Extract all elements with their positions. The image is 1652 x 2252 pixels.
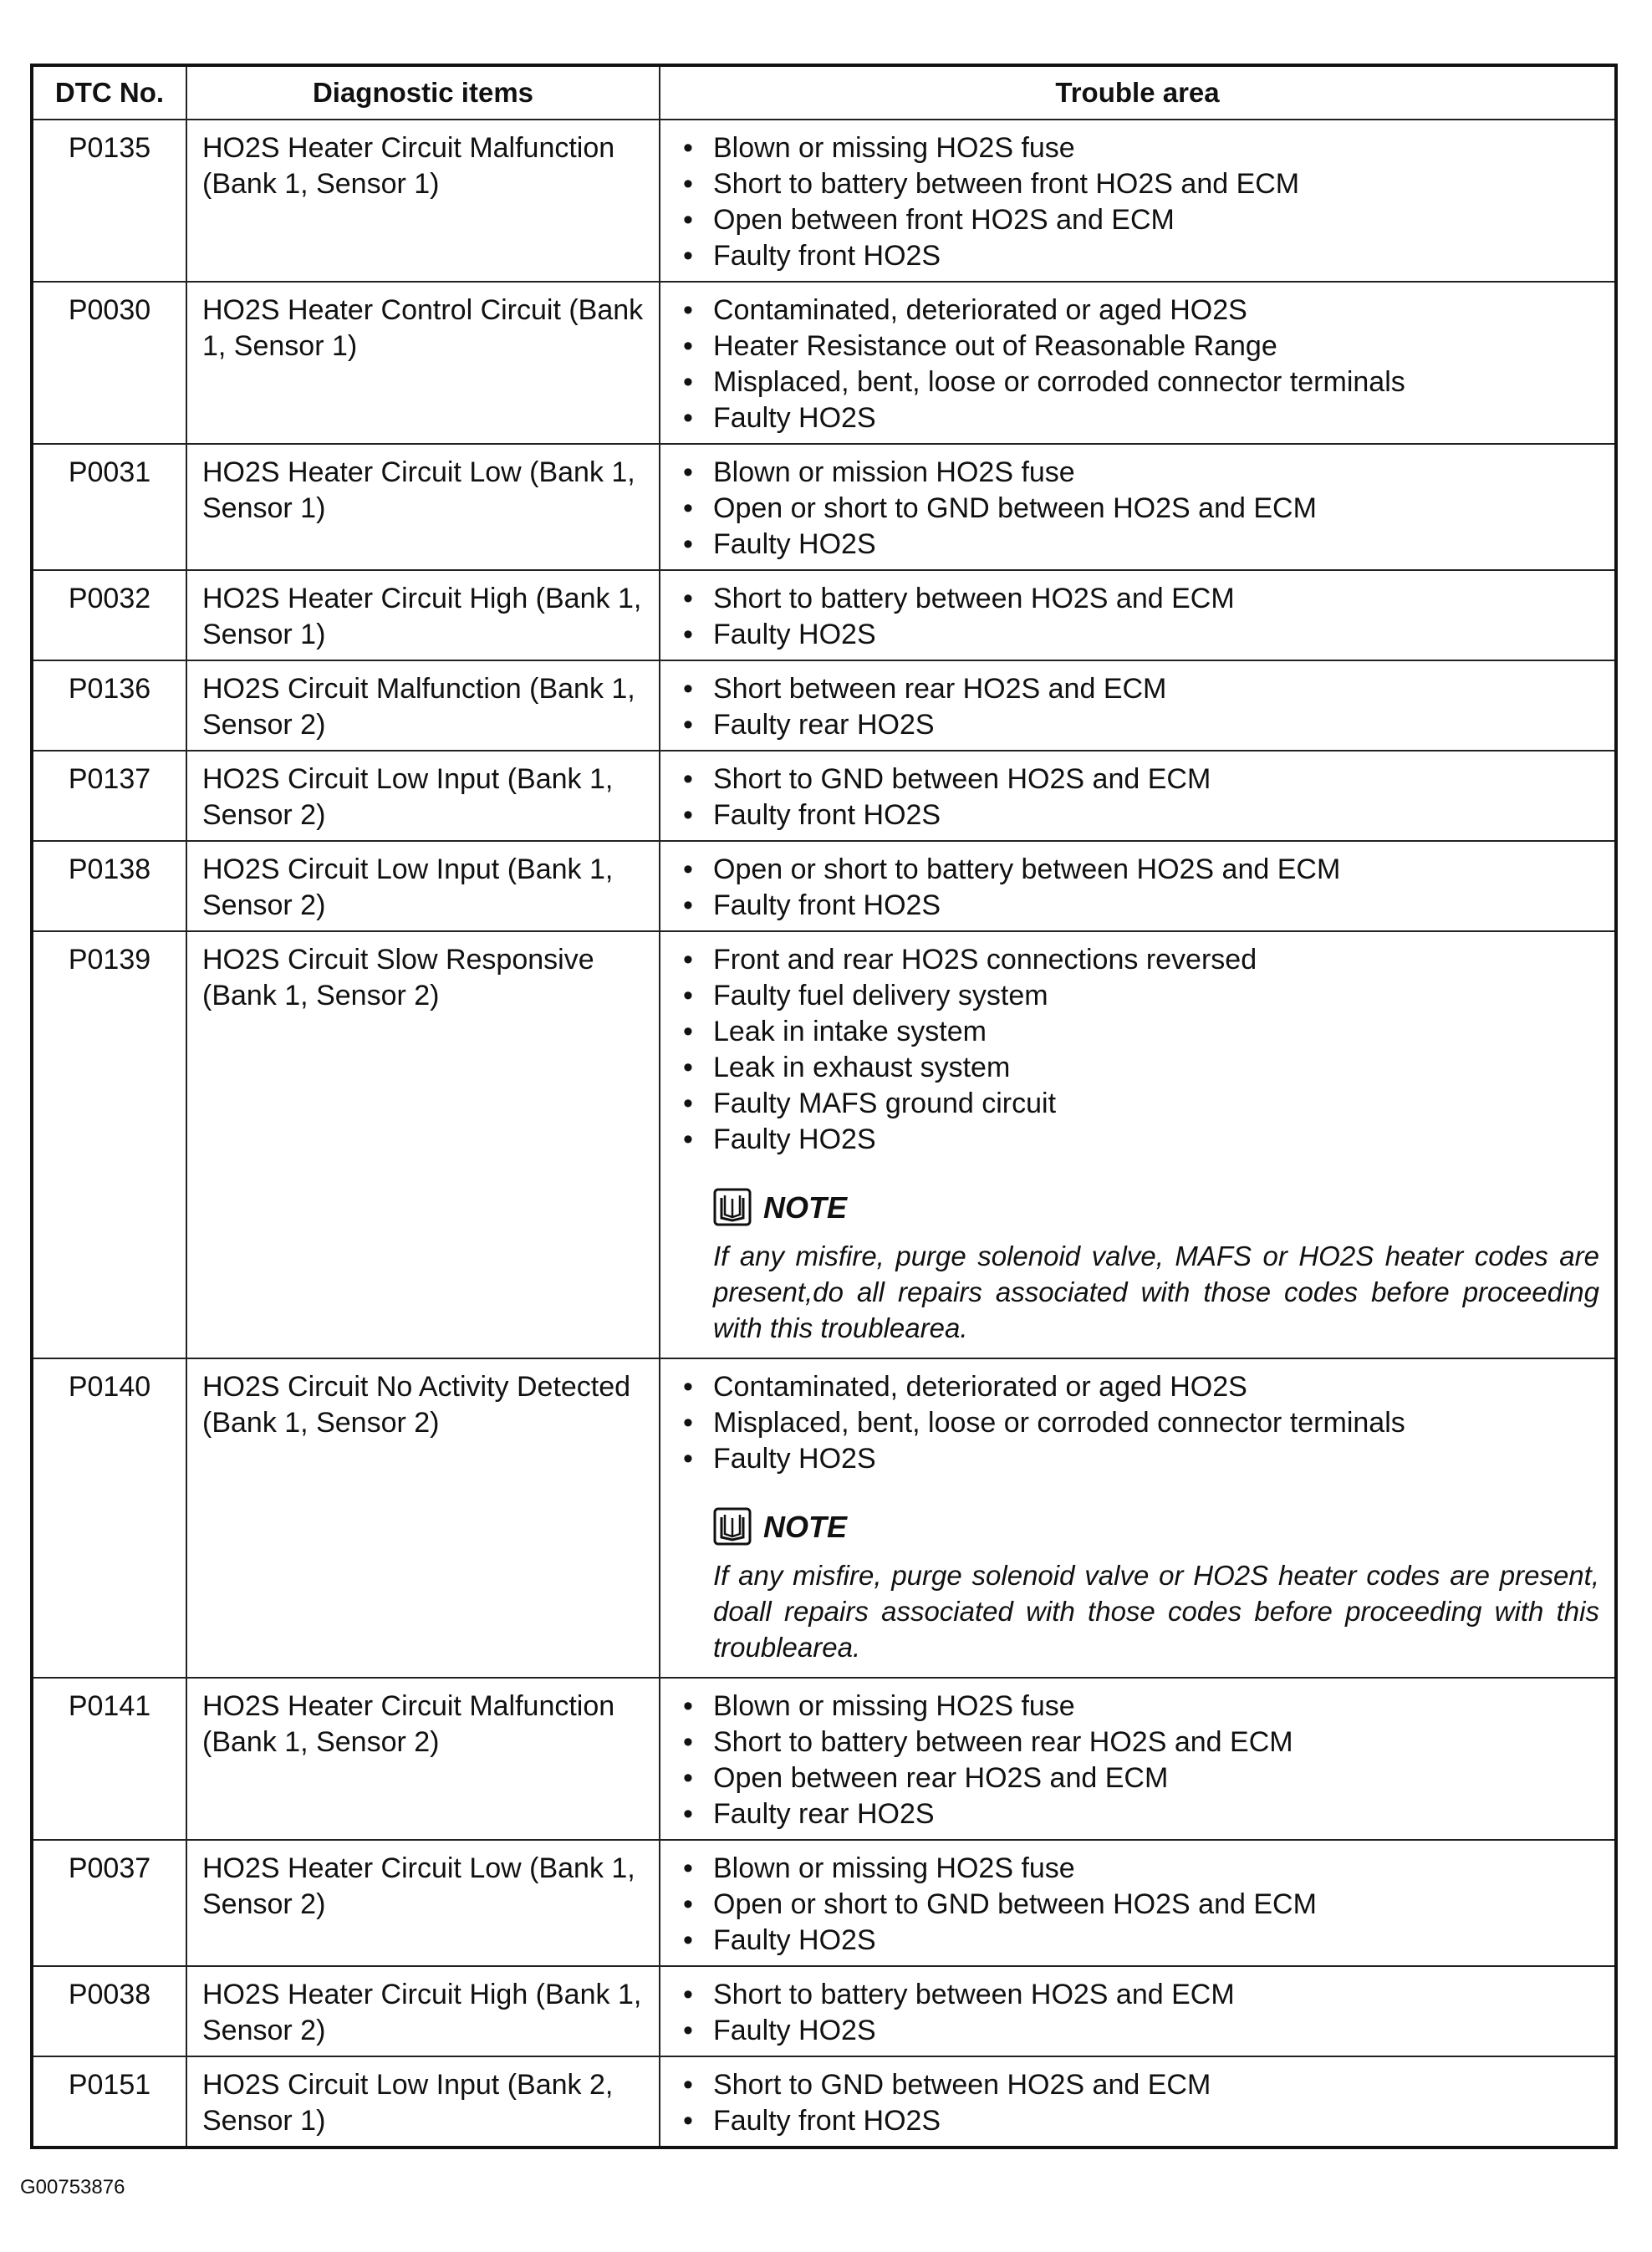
trouble-item: • Open between rear HO2S and ECM bbox=[713, 1760, 1599, 1796]
dtc-code: P0139 bbox=[32, 931, 186, 1358]
trouble-item: • Faulty HO2S bbox=[713, 2013, 1599, 2049]
dtc-code: P0031 bbox=[32, 444, 186, 570]
diagnostic-item: HO2S Heater Circuit Malfunction (Bank 1, Sensor 2) bbox=[186, 1678, 660, 1840]
trouble-item: • Misplaced, bent, loose or corroded connector terminals bbox=[713, 1405, 1599, 1441]
trouble-item: • Blown or mission HO2S fuse bbox=[713, 455, 1599, 491]
trouble-item: • Faulty HO2S bbox=[713, 527, 1599, 563]
diagnostic-item: HO2S Heater Circuit High (Bank 1, Sensor 1) bbox=[186, 570, 660, 660]
table-row bbox=[32, 2056, 1616, 2148]
trouble-item: • Leak in intake system bbox=[713, 1014, 1599, 1050]
trouble-item: • Blown or missing HO2S fuse bbox=[713, 130, 1599, 166]
trouble-list bbox=[676, 455, 1599, 563]
trouble-area bbox=[660, 1840, 1616, 1966]
trouble-area bbox=[660, 660, 1616, 751]
trouble-item: • Leak in exhaust system bbox=[713, 1050, 1599, 1086]
trouble-area bbox=[660, 120, 1616, 282]
trouble-area bbox=[660, 570, 1616, 660]
table-row bbox=[32, 931, 1616, 1358]
table-row bbox=[32, 660, 1616, 751]
trouble-item: • Misplaced, bent, loose or corroded connector terminals bbox=[713, 364, 1599, 400]
trouble-list bbox=[676, 762, 1599, 833]
trouble-item: • Front and rear HO2S connections reversed bbox=[713, 942, 1599, 978]
dtc-code: P0136 bbox=[32, 660, 186, 751]
trouble-list bbox=[676, 581, 1599, 653]
dtc-code: P0030 bbox=[32, 282, 186, 444]
trouble-list bbox=[676, 1977, 1599, 2049]
diagnostic-item: HO2S Circuit Low Input (Bank 1, Sensor 2) bbox=[186, 841, 660, 931]
dtc-code: P0032 bbox=[32, 570, 186, 660]
trouble-area bbox=[660, 444, 1616, 570]
trouble-item: • Open or short to battery between HO2S and ECM bbox=[713, 852, 1599, 888]
note-text: If any misfire, purge solenoid valve, MAFS or HO2S heater codes are present,do all repairs associated with those codes before proceeding with this troublearea. bbox=[713, 1241, 1599, 1343]
trouble-item: • Faulty MAFS ground circuit bbox=[713, 1086, 1599, 1122]
trouble-list bbox=[676, 852, 1599, 924]
trouble-area bbox=[660, 2056, 1616, 2148]
table-row bbox=[32, 1358, 1616, 1678]
trouble-list bbox=[676, 293, 1599, 436]
trouble-item: • Short to battery between HO2S and ECM bbox=[713, 581, 1599, 617]
trouble-area bbox=[660, 931, 1616, 1358]
diagnostic-item: HO2S Circuit Slow Responsive (Bank 1, Sensor 2) bbox=[186, 931, 660, 1358]
table-row bbox=[32, 1840, 1616, 1966]
trouble-list bbox=[676, 130, 1599, 274]
trouble-item: • Faulty front HO2S bbox=[713, 888, 1599, 924]
trouble-item: • Blown or missing HO2S fuse bbox=[713, 1851, 1599, 1887]
dtc-code: P0135 bbox=[32, 120, 186, 282]
header-diagnostic-items: Diagnostic items bbox=[186, 65, 660, 120]
diagnostic-item: HO2S Circuit No Activity Detected (Bank 1, Sensor 2) bbox=[186, 1358, 660, 1678]
trouble-item: • Contaminated, deteriorated or aged HO2S bbox=[713, 1369, 1599, 1405]
trouble-item: • Faulty front HO2S bbox=[713, 2103, 1599, 2139]
table-row bbox=[32, 841, 1616, 931]
note-text: If any misfire, purge solenoid valve or HO2S heater codes are present, doall repairs associated with those codes before proceeding with this troublearea. bbox=[713, 1560, 1599, 1663]
trouble-item: • Faulty front HO2S bbox=[713, 238, 1599, 274]
trouble-item: • Open or short to GND between HO2S and ECM bbox=[713, 491, 1599, 527]
book-icon bbox=[713, 1507, 752, 1546]
table-row bbox=[32, 751, 1616, 841]
diagnostic-item: HO2S Circuit Low Input (Bank 1, Sensor 2) bbox=[186, 751, 660, 841]
trouble-item: • Faulty HO2S bbox=[713, 400, 1599, 436]
trouble-item: • Open between front HO2S and ECM bbox=[713, 202, 1599, 238]
diagnostic-item: HO2S Circuit Malfunction (Bank 1, Sensor 2) bbox=[186, 660, 660, 751]
diagnostic-item: HO2S Heater Circuit Low (Bank 1, Sensor 1) bbox=[186, 444, 660, 570]
dtc-code: P0138 bbox=[32, 841, 186, 931]
diagnostic-item: HO2S Heater Circuit Malfunction (Bank 1, Sensor 1) bbox=[186, 120, 660, 282]
trouble-item: • Faulty front HO2S bbox=[713, 797, 1599, 833]
note-title: NOTE bbox=[763, 1190, 848, 1225]
trouble-area bbox=[660, 1678, 1616, 1840]
trouble-item: • Short between rear HO2S and ECM bbox=[713, 671, 1599, 707]
table-row bbox=[32, 570, 1616, 660]
trouble-list bbox=[676, 1369, 1599, 1477]
note-header bbox=[713, 1186, 1599, 1228]
table-row bbox=[32, 120, 1616, 282]
dtc-code: P0151 bbox=[32, 2056, 186, 2148]
table-row bbox=[32, 1678, 1616, 1840]
note-title: NOTE bbox=[763, 1509, 848, 1544]
trouble-item: • Open or short to GND between HO2S and ECM bbox=[713, 1887, 1599, 1923]
trouble-item: • Short to battery between HO2S and ECM bbox=[713, 1977, 1599, 2013]
header-trouble-area: Trouble area bbox=[660, 65, 1616, 120]
header-dtc-no: DTC No. bbox=[32, 65, 186, 120]
trouble-item: • Short to battery between front HO2S and ECM bbox=[713, 166, 1599, 202]
trouble-item: • Blown or missing HO2S fuse bbox=[713, 1689, 1599, 1725]
trouble-list bbox=[676, 1851, 1599, 1959]
table-body bbox=[32, 120, 1616, 2148]
trouble-item: • Heater Resistance out of Reasonable Range bbox=[713, 329, 1599, 364]
trouble-area bbox=[660, 282, 1616, 444]
trouble-item: • Faulty fuel delivery system bbox=[713, 978, 1599, 1014]
trouble-area bbox=[660, 841, 1616, 931]
trouble-item: • Faulty HO2S bbox=[713, 1122, 1599, 1158]
trouble-list bbox=[676, 2067, 1599, 2139]
trouble-item: • Short to GND between HO2S and ECM bbox=[713, 2067, 1599, 2103]
trouble-item: • Faulty HO2S bbox=[713, 1441, 1599, 1477]
trouble-item: • Faulty rear HO2S bbox=[713, 707, 1599, 743]
note-header bbox=[713, 1506, 1599, 1547]
dtc-code: P0141 bbox=[32, 1678, 186, 1840]
diagnostic-item: HO2S Heater Circuit Low (Bank 1, Sensor 2) bbox=[186, 1840, 660, 1966]
figure-id: G00753876 bbox=[20, 2176, 125, 2199]
diagnostic-item: HO2S Heater Circuit High (Bank 1, Sensor 2) bbox=[186, 1966, 660, 2056]
table-row bbox=[32, 1966, 1616, 2056]
dtc-code: P0137 bbox=[32, 751, 186, 841]
trouble-item: • Faulty HO2S bbox=[713, 1923, 1599, 1959]
note-box bbox=[713, 1506, 1599, 1665]
trouble-item: • Short to GND between HO2S and ECM bbox=[713, 762, 1599, 797]
trouble-area bbox=[660, 751, 1616, 841]
dtc-code: P0140 bbox=[32, 1358, 186, 1678]
trouble-item: • Short to battery between rear HO2S and ECM bbox=[713, 1725, 1599, 1760]
dtc-table bbox=[30, 64, 1618, 2149]
book-icon bbox=[713, 1188, 752, 1226]
trouble-list bbox=[676, 942, 1599, 1158]
trouble-list bbox=[676, 671, 1599, 743]
diagnostic-item: HO2S Heater Control Circuit (Bank 1, Sensor 1) bbox=[186, 282, 660, 444]
dtc-code: P0038 bbox=[32, 1966, 186, 2056]
trouble-list bbox=[676, 1689, 1599, 1832]
dtc-code: P0037 bbox=[32, 1840, 186, 1966]
trouble-item: • Faulty HO2S bbox=[713, 617, 1599, 653]
trouble-item: • Faulty rear HO2S bbox=[713, 1796, 1599, 1832]
header-row bbox=[32, 65, 1616, 120]
trouble-area bbox=[660, 1358, 1616, 1678]
note-box bbox=[713, 1186, 1599, 1346]
trouble-area bbox=[660, 1966, 1616, 2056]
trouble-item: • Contaminated, deteriorated or aged HO2S bbox=[713, 293, 1599, 329]
table-row bbox=[32, 444, 1616, 570]
diagnostic-item: HO2S Circuit Low Input (Bank 2, Sensor 1) bbox=[186, 2056, 660, 2148]
table-row bbox=[32, 282, 1616, 444]
